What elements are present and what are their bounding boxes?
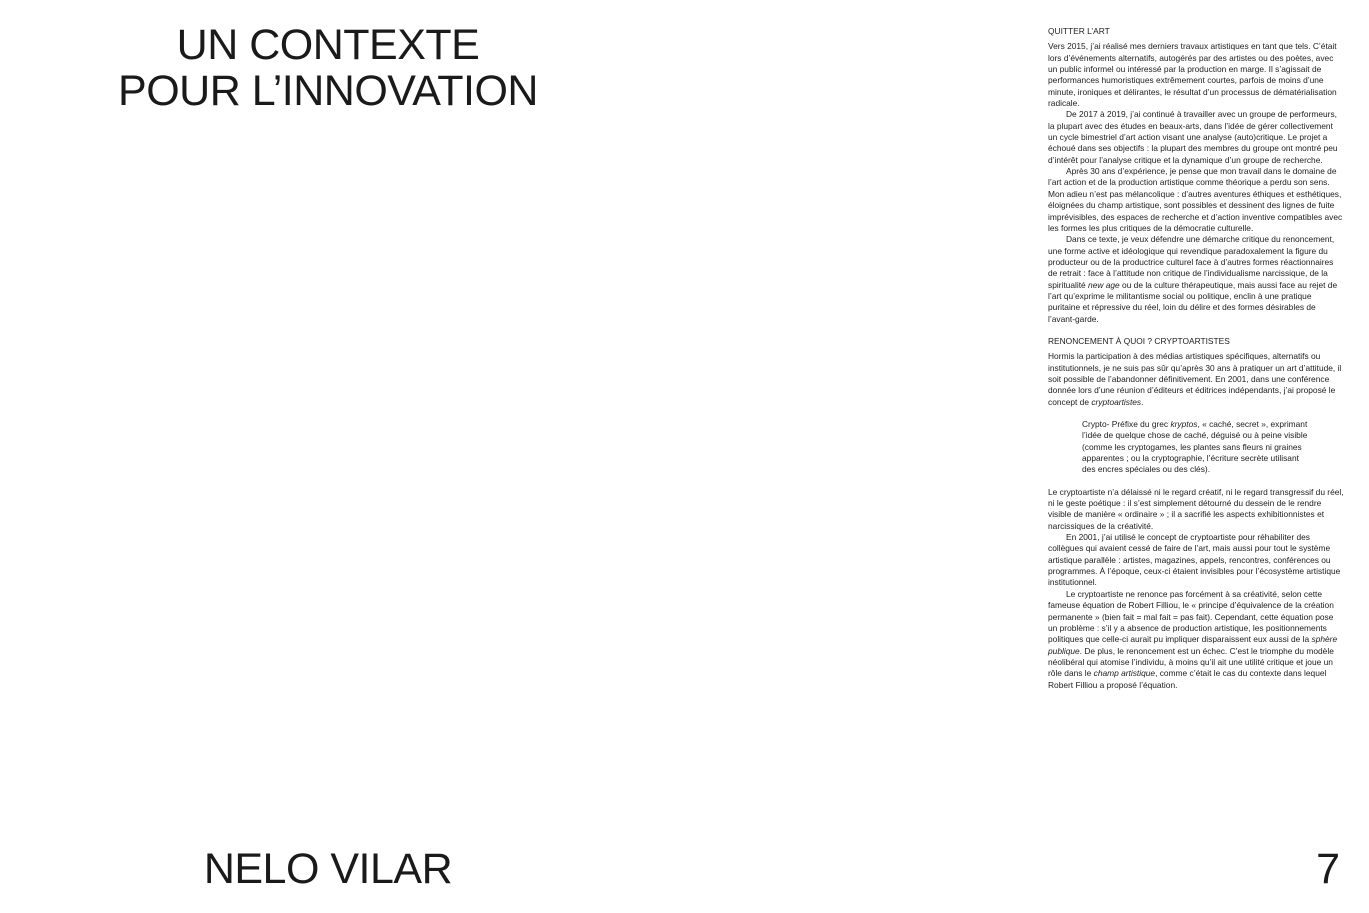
paragraph (1048, 589, 1344, 691)
paragraph: En 2001, j’ai utilisé le concept de cryptoartiste pour réhabiliter des collègues qui avaient cessé de faire de l’art, mais aussi pour tout le système artistique parallèle : artistes, magazines, appels, rencontres, conférences ou programmes. À l’époque, ceux-ci étaient invisibles pour l’écosystème artistique institutionnel. (1048, 532, 1341, 588)
text-run: . (1141, 396, 1144, 407)
quote-text (1082, 419, 1310, 476)
spacer (1048, 476, 1344, 487)
paragraph (1048, 234, 1344, 325)
section-heading: QUITTER L’ART (1048, 26, 1110, 36)
text-run: . De plus, le renoncement est un échec. C’est le triomphe du modèle néolibéral qui atomise l’individu, à moins qu’il ait une utilité critique et joue un rôle dans le (1048, 645, 1334, 679)
block-quote (1082, 419, 1310, 476)
title-line-2: POUR L’INNOVATION (118, 67, 538, 115)
section-heading: RENONCEMENT À QUOI ? CRYPTOARTISTES (1048, 335, 1230, 346)
text-column (1048, 26, 1344, 691)
spacer (1048, 408, 1344, 419)
italic-text: champ artistique (1093, 668, 1156, 679)
italic-text: sphère publique (1048, 634, 1338, 656)
text-run: Dans ce texte, je veux défendre une démarche critique du renoncement, une forme active et idéologique qui revendique paradoxalement la figure du producteur ou de la productrice culturel face à d’autres formes réactionnaires de retrait : face à l’attitude non critique de l’individualisme narcissique, de la spiritualité (1048, 234, 1335, 290)
text-run: Crypto- Préfixe du grec (1082, 419, 1171, 429)
paragraph: Vers 2015, j’ai réalisé mes derniers travaux artistiques en tant que tels. C’était lors d’événements alternatifs, autogérés par des artistes ou des poètes, avec un public informel ou intéressé par la production en marge. Il s’agissait de performances humoristiques extrêmement courtes, parfois de moins d’une minute, ironiques et délirantes, le résultat d’un processus de dématérialisation radicale. (1048, 41, 1337, 109)
text-run: ou de la culture thérapeutique, mais aussi face au rejet de l’art qu’exprime le militantisme social ou politique, enclin à une pratique puritaine et répressive du réel, loin du délire et des formes désirables de l’avant-garde. (1048, 279, 1338, 324)
italic-text: new age (1088, 279, 1120, 290)
page-number: 7 (1316, 845, 1340, 893)
text-run: Le cryptoartiste ne renonce pas forcément à sa créativité, selon cette fameuse équation de Robert Filliou, le « principe d’équivalence de la création permanente » (bien fait = mal fait = pas fait). Cependant, cette équation pose un problème : s’il y a absence de production artistique, les positionnements politiques que celle-ci aurait pu impliquer disparaissent eux aussi de la (1048, 588, 1334, 645)
author-name: NELO VILAR (203, 845, 453, 893)
italic-text: cryptoartistes (1091, 396, 1142, 407)
italic-text: kryptos (1170, 419, 1198, 429)
paragraph (1048, 351, 1344, 408)
title-line-1: UN CONTEXTE (176, 21, 480, 69)
paragraph: Après 30 ans d’expérience, je pense que mon travail dans le domaine de l’art action et de la production artistique comme théorique a perdu son sens. Mon adieu n’est pas mélancolique : d’autres aventures éthiques et esthétiques, éloignées du champ artistique, sont possibles et dessinent des lignes de fuite imprévisibles, des espaces de recherche et d’action inventive compatibles avec les formes les plus critiques de la démocratie culturelle. (1048, 166, 1343, 233)
text-run: , « caché, secret », exprimant l’idée de quelque chose de caché, déguisé ou à peine visible (comme les cryptogames, les plantes sans fleurs ni graines apparentes ; ou la cryptographie, l’écriture secrète utilisant des encres spéciales ou des clés). (1082, 419, 1308, 475)
text-run: , comme c’était le cas du contexte dans lequel Robert Filliou a proposé l’équation. (1048, 668, 1327, 690)
spacer (1048, 325, 1344, 336)
paragraph: Le cryptoartiste n’a délaissé ni le regard créatif, ni le regard transgressif du réel, ni le geste poétique : il s’est simplement détourné du dessein de le rendre visible de manière « ordinaire » ; il a sacrifié les aspects exhibitionnistes et narcissiques de la créativité. (1048, 486, 1344, 531)
page-title (0, 22, 656, 114)
paragraph: De 2017 à 2019, j’ai continué à travailler avec un groupe de performeurs, la plupart avec des études en beaux-arts, dans l’idée de gérer collectivement un cycle bimestriel d’art action visant une analyse (auto)critique. Le projet a échoué dans ses objectifs : la plupart des membres du groupe ont montré peu d’intérêt pour l’analyse critique et la dynamique d’un groupe de recherche. (1048, 109, 1338, 165)
text-run: Hormis la participation à des médias artistiques spécifiques, alternatifs ou institutionnels, je ne suis pas sûr qu’après 30 ans à pratiquer un art d’attitude, il soit possible de l’abandonner définitivement. En 2001, dans une conférence donnée lors d’une réunion d’éditeurs et éditrices indépendants, j’ai proposé le concept de (1048, 351, 1342, 407)
